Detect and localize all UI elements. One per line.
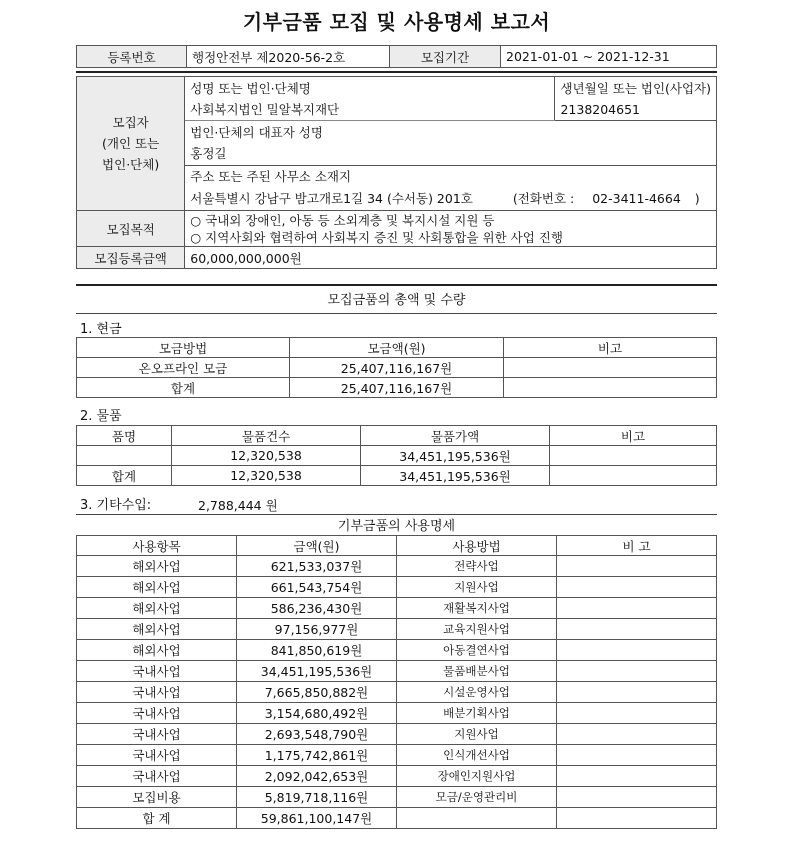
usage-row [77,598,717,619]
usage-row-amount: 1,175,742,861원 [237,745,397,766]
usage-row-item: 모집비용 [77,787,237,808]
usage-row-note [557,577,717,598]
usage-header-amount: 금액(원) [237,536,397,556]
goods-header-note: 비고 [550,426,717,446]
recruiter-table [76,76,717,269]
usage-row-item: 해외사업 [77,619,237,640]
usage-row-note [557,682,717,703]
usage-row-method: 전략사업 [397,556,557,577]
usage-row [77,745,717,766]
usage-row [77,619,717,640]
usage-row-amount: 2,092,042,653원 [237,766,397,787]
purpose-cell: ○ 국내외 장애인, 아동 등 소외계층 및 복지시설 지원 등 ○ 지역사회와 협력하여 사회복지 증진 및 사회통합을 위한 사업 진행 [185,211,717,247]
cash-title: 1. 현금 [80,322,122,337]
usage-row-item: 국내사업 [77,745,237,766]
reg-no-label: 등록번호 [77,46,187,68]
cash-row-method: 온오프라인 모금 [77,358,290,378]
usage-row-method: 재활복지사업 [397,598,557,619]
goods-table [76,425,717,486]
usage-row [77,682,717,703]
usage-row-amount: 5,819,718,116원 [237,787,397,808]
usage-row-item: 해외사업 [77,556,237,577]
registration-table [76,45,717,68]
goods-total-label: 합계 [77,466,172,486]
cash-header-note: 비고 [504,338,717,358]
cash-total-note [504,378,717,398]
goods-total-note [550,466,717,486]
usage-row-item: 해외사업 [77,598,237,619]
recruiter-address-cell: 주소 또는 주된 사무소 소재지 서울특별시 강남구 밤고개로1길 34 (수서동) 201호 (전화번호 : 02-3411-4664 ) [185,166,717,211]
usage-row-method: 물품배분사업 [397,661,557,682]
usage-row-amount: 841,850,619원 [237,640,397,661]
usage-row-amount: 3,154,680,492원 [237,703,397,724]
usage-row [77,703,717,724]
usage-row-note [557,766,717,787]
usage-row-note [557,661,717,682]
usage-row-note [557,640,717,661]
usage-row-amount: 621,533,037원 [237,556,397,577]
usage-row-method: 모금/운영관리비 [397,787,557,808]
usage-row-method: 지원사업 [397,724,557,745]
usage-row-item: 국내사업 [77,766,237,787]
usage-row-item: 국내사업 [77,682,237,703]
usage-row-item: 국내사업 [77,703,237,724]
page-title: 기부금품 모집 및 사용명세 보고서 [242,10,551,34]
usage-title: 기부금품의 사용명세 [337,519,456,534]
usage-row [77,724,717,745]
usage-row-item: 해외사업 [77,577,237,598]
usage-row-note [557,598,717,619]
goods-row-count: 12,320,538 [172,446,361,466]
cash-total-label: 합계 [77,378,290,398]
goods-row-name [77,446,172,466]
usage-total-amount: 59,861,100,147원 [237,808,397,829]
usage-row-amount: 34,451,195,536원 [237,661,397,682]
usage-row-method: 교육지원사업 [397,619,557,640]
amount-label: 모집등록금액 [77,247,185,269]
usage-total-row [77,808,717,829]
goods-total-count: 12,320,538 [172,466,361,486]
usage-row-amount: 586,236,430원 [237,598,397,619]
usage-row [77,787,717,808]
usage-header-note: 비 고 [557,536,717,556]
usage-row-note [557,556,717,577]
usage-row [77,766,717,787]
usage-row-method: 장애인지원사업 [397,766,557,787]
usage-row-method: 인식개선사업 [397,745,557,766]
recruiter-label: 모집자 (개인 또는 법인·단체) [77,77,185,211]
usage-row-item: 국내사업 [77,724,237,745]
reg-no-value: 행정안전부 제2020-56-2호 [187,46,390,68]
goods-row-value: 34,451,195,536원 [361,446,550,466]
usage-row-method: 배분기획사업 [397,703,557,724]
usage-table [76,535,717,829]
cash-header-amount: 모금액(원) [290,338,504,358]
usage-row [77,640,717,661]
usage-row-amount: 97,156,977원 [237,619,397,640]
usage-row-amount: 7,665,850,882원 [237,682,397,703]
period-label: 모집기간 [390,46,501,68]
purpose-label: 모집목적 [77,211,185,247]
usage-row-method: 시설운영사업 [397,682,557,703]
cash-row-note [504,358,717,378]
recruiter-birth-cell: 생년월일 또는 법인(사업자) 2138204651 [555,77,717,121]
usage-row-amount: 661,543,754원 [237,577,397,598]
goods-header-name: 품명 [77,426,172,446]
period-value: 2021-01-01 ~ 2021-12-31 [501,46,717,68]
amount-value: 60,000,000,000원 [185,247,717,269]
recruiter-name-cell: 성명 또는 법인·단체명 사회복지법인 밀알복지재단 [185,77,555,121]
usage-row-note [557,724,717,745]
usage-row-note [557,619,717,640]
usage-total-note [557,808,717,829]
usage-row-item: 해외사업 [77,640,237,661]
other-income-value: 2,788,444 원 [198,498,278,513]
usage-row-method: 지원사업 [397,577,557,598]
usage-row [77,661,717,682]
goods-row-note [550,446,717,466]
goods-header-value: 물품가액 [361,426,550,446]
usage-row-method: 아동결연사업 [397,640,557,661]
cash-row-amount: 25,407,116,167원 [290,358,504,378]
usage-total-label: 합 계 [77,808,237,829]
cash-total-amount: 25,407,116,167원 [290,378,504,398]
recruiter-rep-cell: 법인·단체의 대표자 성명 홍정길 [185,121,717,166]
usage-row-note [557,745,717,766]
usage-header-method: 사용방법 [397,536,557,556]
goods-total-value: 34,451,195,536원 [361,466,550,486]
usage-row-note [557,703,717,724]
usage-header-item: 사용항목 [77,536,237,556]
usage-row [77,577,717,598]
usage-row-item: 국내사업 [77,661,237,682]
cash-table [76,337,717,398]
goods-title: 2. 물품 [80,409,122,424]
goods-header-count: 물품건수 [172,426,361,446]
usage-row-note [557,787,717,808]
total-section-title: 모집금품의 총액 및 수량 [327,293,466,308]
usage-row [77,556,717,577]
other-income-label: 3. 기타수입: [80,498,152,513]
cash-header-method: 모금방법 [77,338,290,358]
usage-row-amount: 2,693,548,790원 [237,724,397,745]
usage-total-method [397,808,557,829]
